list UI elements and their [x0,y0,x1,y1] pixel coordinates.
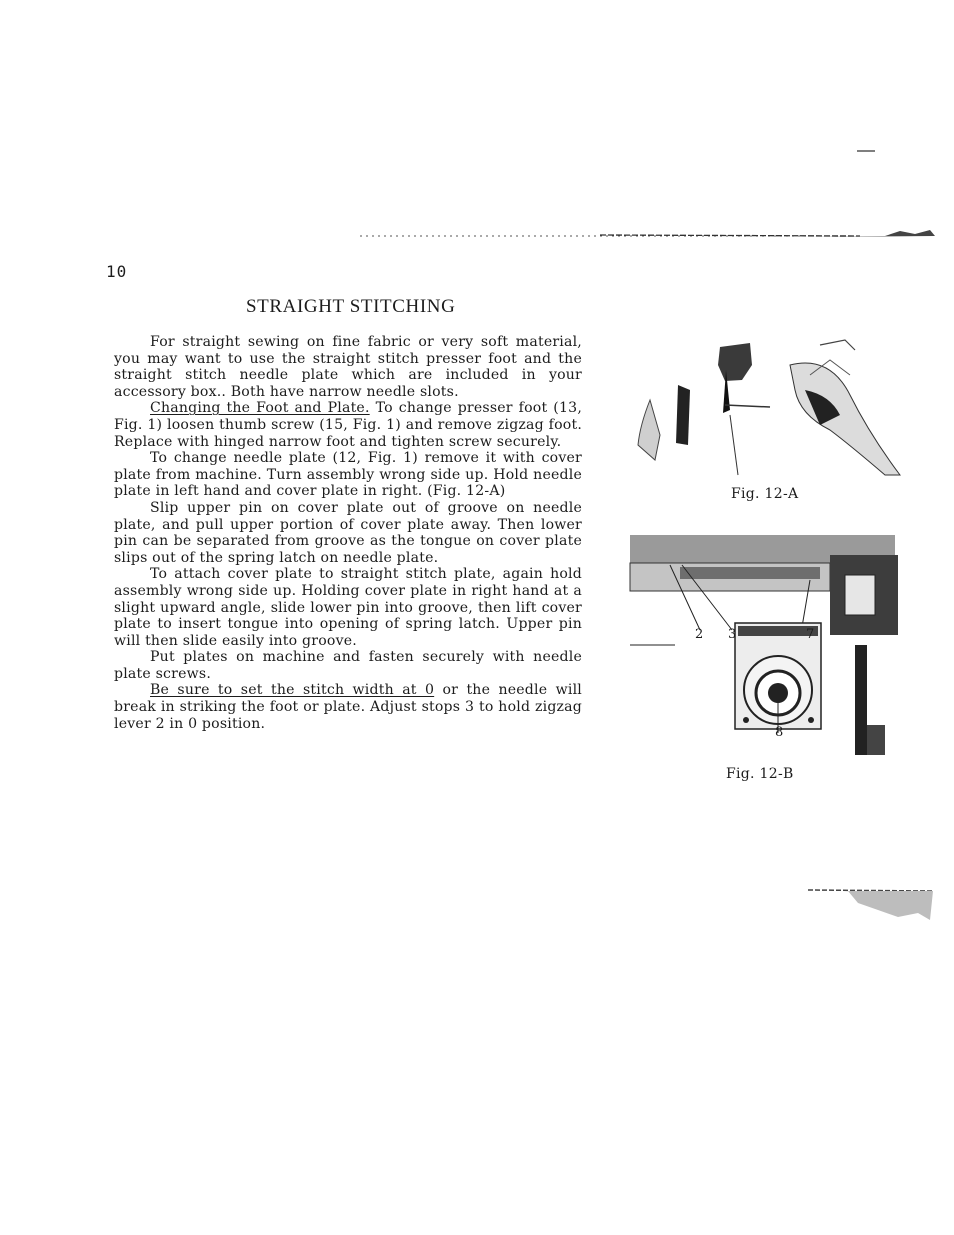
page-number: 10 [106,262,128,281]
changing-heading: Changing the Foot and Plate. [150,400,370,417]
intro-paragraph: For straight sewing on fine fabric or very soft material, you may want to use the straight stitch presser foot and the straight stitch needle plate which are included in your accessory box.. Both have narrow needle slots. [114,334,582,400]
scan-artifact-bottom [808,885,938,925]
changing-text: To change presser foot (13, Fig. 1) loosen thumb screw (15, Fig. 1) and remove zigzag foot. Replace with hinged narrow foot and tighten screw securely. [114,400,582,450]
needle-plate-paragraph: To change needle plate (12, Fig. 1) remove it with cover plate from machine. Turn assembly wrong side up. Hold needle plate in left hand and cover plate in right. (Fig. 12-A) [114,450,582,500]
warning-paragraph [114,682,582,732]
slip-paragraph: Slip upper pin on cover plate out of groove on needle plate, and pull upper portion of cover plate away. Then lower pin can be separated from groove as the tongue on cover plate slips out of the spring latch on needle plate. [114,499,582,566]
warning-rest: or the needle will break in striking the foot or plate. Adjust stops 3 to hold zigzag lever 2 in 0 position. [114,682,582,732]
figure-12b-callout-2: 2 [695,627,704,642]
figure-12b-caption: Fig. 12-B [726,766,794,782]
figure-12b-callout-7: 7 [806,627,815,642]
warning-underlined: Be sure to set the stitch width at 0 [150,682,435,699]
put-paragraph: Put plates on machine and fasten securely with needle plate screws. [114,649,582,682]
attach-paragraph: To attach cover plate to straight stitch plate, again hold assembly wrong side up. Holding cover plate in right hand at a slight upward angle, slide lower pin into groove, then lift cover plate to insert tongue into opening of spring latch. Upper pin will then slide easily into groove. [114,566,582,649]
section-title: STRAIGHT STITCHING [246,296,456,317]
scan-artifact-top [0,0,954,250]
figure-12a-caption: Fig. 12-A [731,486,799,502]
figure-12b-callout-8: 8 [775,725,784,740]
body-text [114,334,582,732]
figure-12b-callout-3: 3 [728,627,737,642]
figure-12b-illustration [630,535,910,765]
figure-12a-illustration [630,335,910,485]
changing-paragraph [114,400,582,450]
